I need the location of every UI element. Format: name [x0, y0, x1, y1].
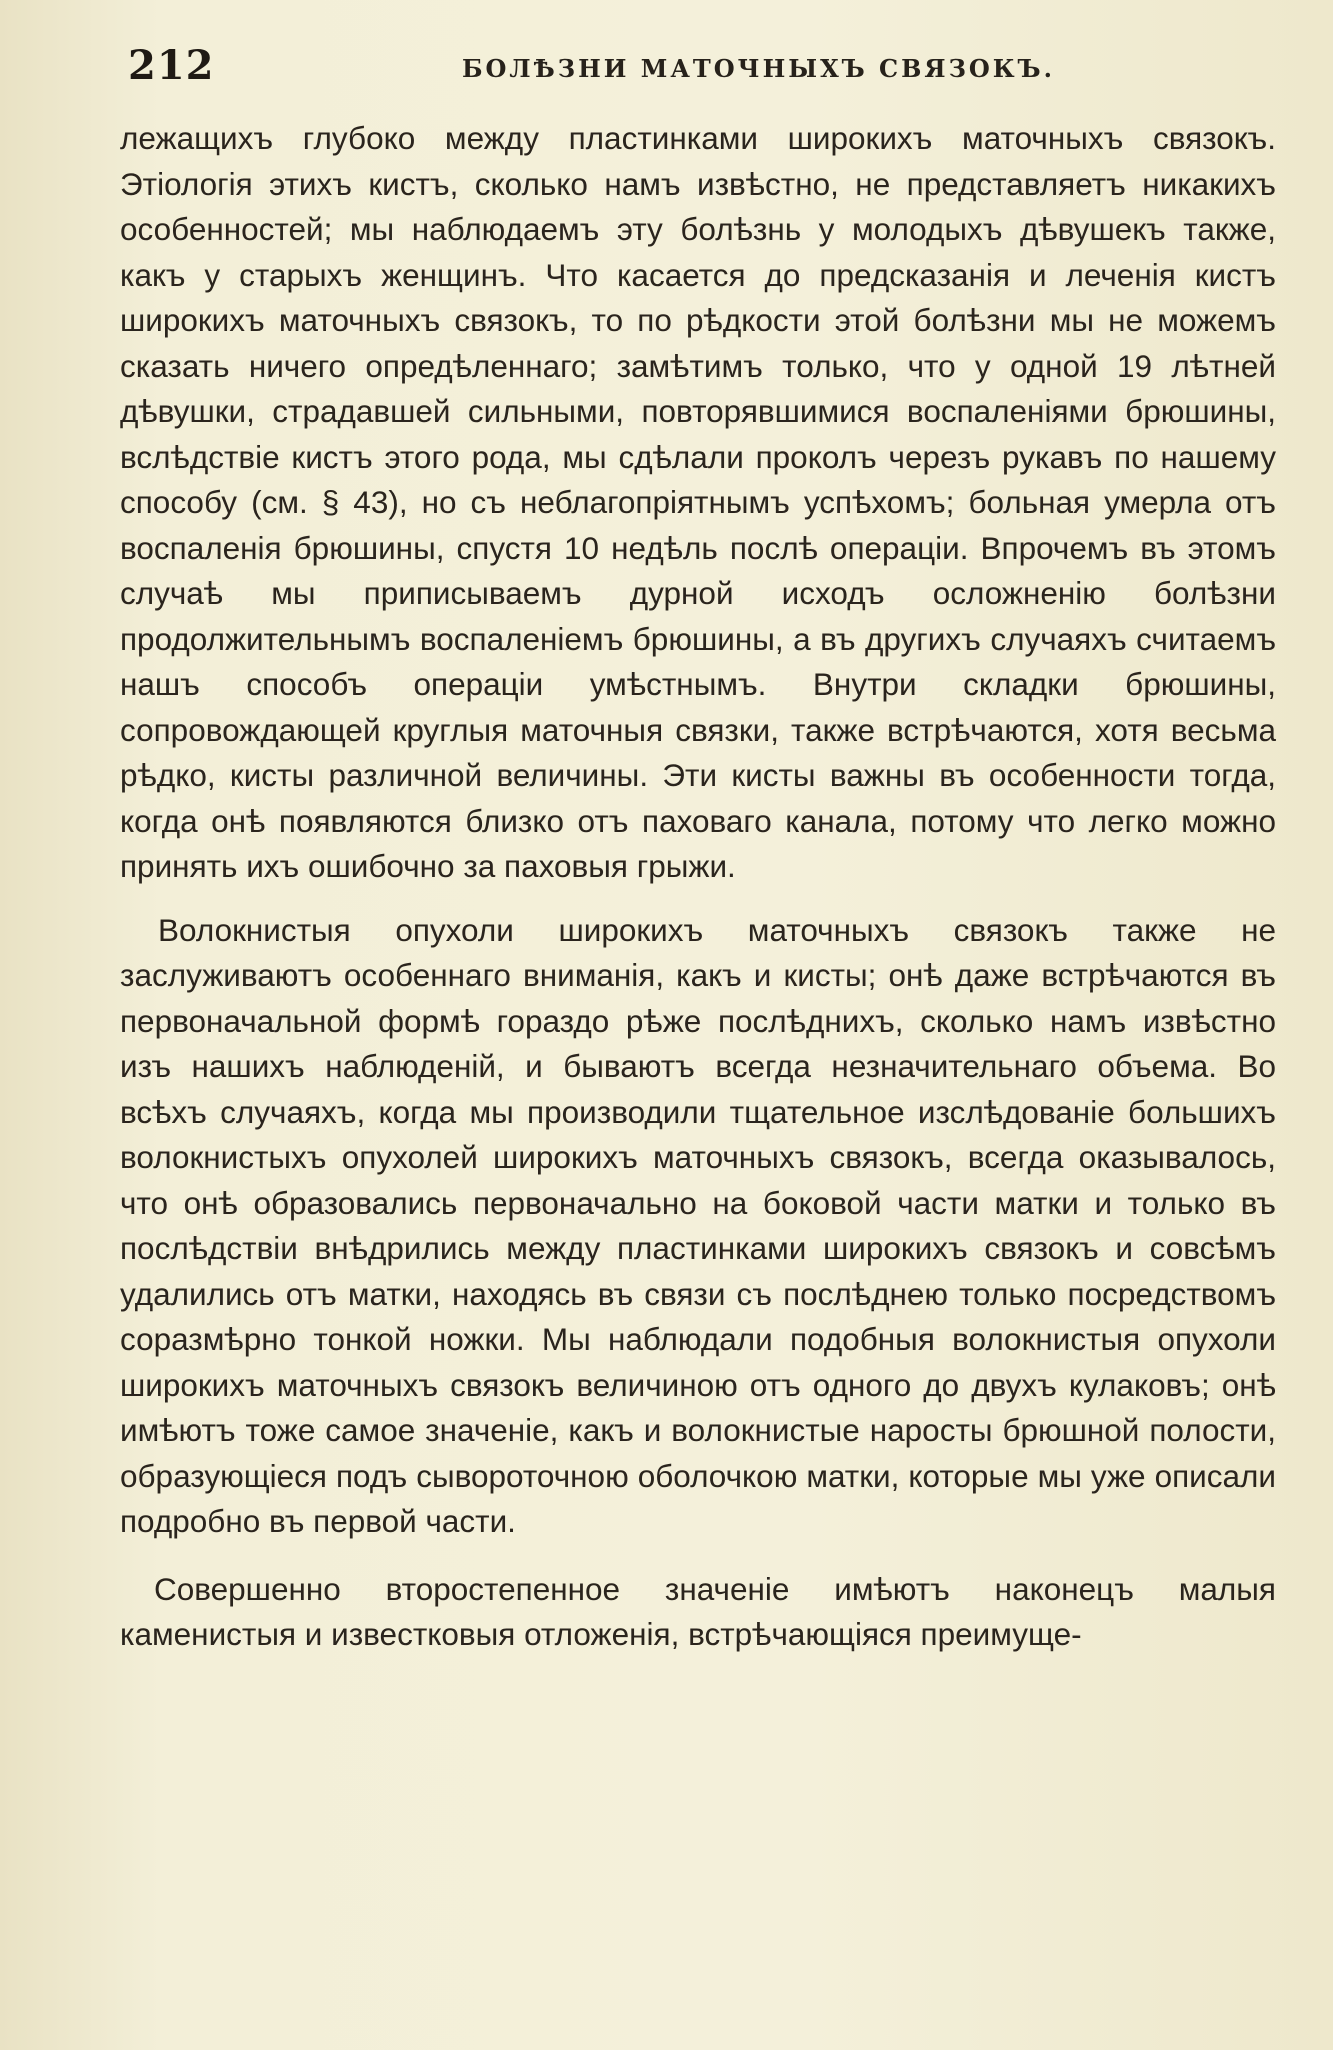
paragraph-3: Совершенно второстепенное значеніе имѣютъ наконецъ малыя каменистыя и известковыя отложенія, встрѣчающіяся преимуще-: [120, 1570, 1276, 1652]
body-text: [120, 116, 1276, 1658]
page-number: 212: [128, 42, 215, 89]
running-title: БОЛѢЗНИ МАТОЧНЫХЪ СВЯЗОКЪ.: [462, 54, 1055, 83]
paragraph-1: лежащихъ глубоко между пластинками широкихъ маточныхъ связокъ. Этіологія этихъ кистъ, сколько намъ извѣстно, не представляетъ никакихъ особенностей; мы наблюдаемъ эту болѣзнь у молодыхъ дѣвушекъ также, какъ у старыхъ женщинъ. Что касается до предсказанія и леченія кистъ широкихъ маточныхъ связокъ, то по рѣдкости этой болѣзни мы не можемъ сказать ничего опредѣленнаго; замѣтимъ только, что у одной 19 лѣтней дѣвушки, страдавшей сильными, повторявшимися воспаленіями брюшины, вслѣдствіе кистъ этого рода, мы сдѣлали проколъ черезъ рукавъ по нашему способу (см. § 43), но съ неблагопріятнымъ успѣхомъ; больная умерла отъ воспаленія брюшины, спустя 10 недѣль послѣ операціи. Впрочемъ въ этомъ случаѣ мы приписываемъ дурной исходъ осложненію болѣзни продолжительнымъ воспаленіемъ брюшины, а въ другихъ случаяхъ считаемъ нашъ способъ операціи умѣстнымъ. Внутри складки брюшины, сопровождающей круглыя маточныя связки, также встрѣчаются, хотя весьма рѣдко, кисты различной величины. Эти кисты важны въ особенности тогда, когда онѣ появляются близко отъ паховаго канала, потому что легко можно принять ихъ ошибочно за паховыя грыжи.: [120, 120, 1276, 884]
paragraph-2: Волокнистыя опухоли широкихъ маточныхъ связокъ также не заслуживаютъ особеннаго вниманія, какъ и кисты; онѣ даже встрѣчаются въ первоначальной формѣ гораздо рѣже послѣднихъ, сколько намъ извѣстно изъ нашихъ наблюденій, и бываютъ всегда незначительнаго объема. Во всѣхъ случаяхъ, когда мы производили тщательное изслѣдованіе большихъ волокнистыхъ опухолей широкихъ маточныхъ связокъ, всегда оказывалось, что онѣ образовались первоначально на боковой части матки и только въ послѣдствіи внѣдрились между пластинками широкихъ связокъ и совсѣмъ удалились отъ матки, находясь въ связи съ послѣднею только посредствомъ соразмѣрно тонкой ножки. Мы наблюдали подобныя волокнистыя опухоли широкихъ маточныхъ связокъ величиною отъ одного до двухъ кулаковъ; онѣ имѣютъ тоже самое значеніе, какъ и волокнистые наросты брюшной полости, образующіеся подъ сывороточною оболочкою матки, которые мы уже описали подробно въ первой части.: [120, 911, 1276, 1539]
page-header: [122, 42, 1262, 98]
